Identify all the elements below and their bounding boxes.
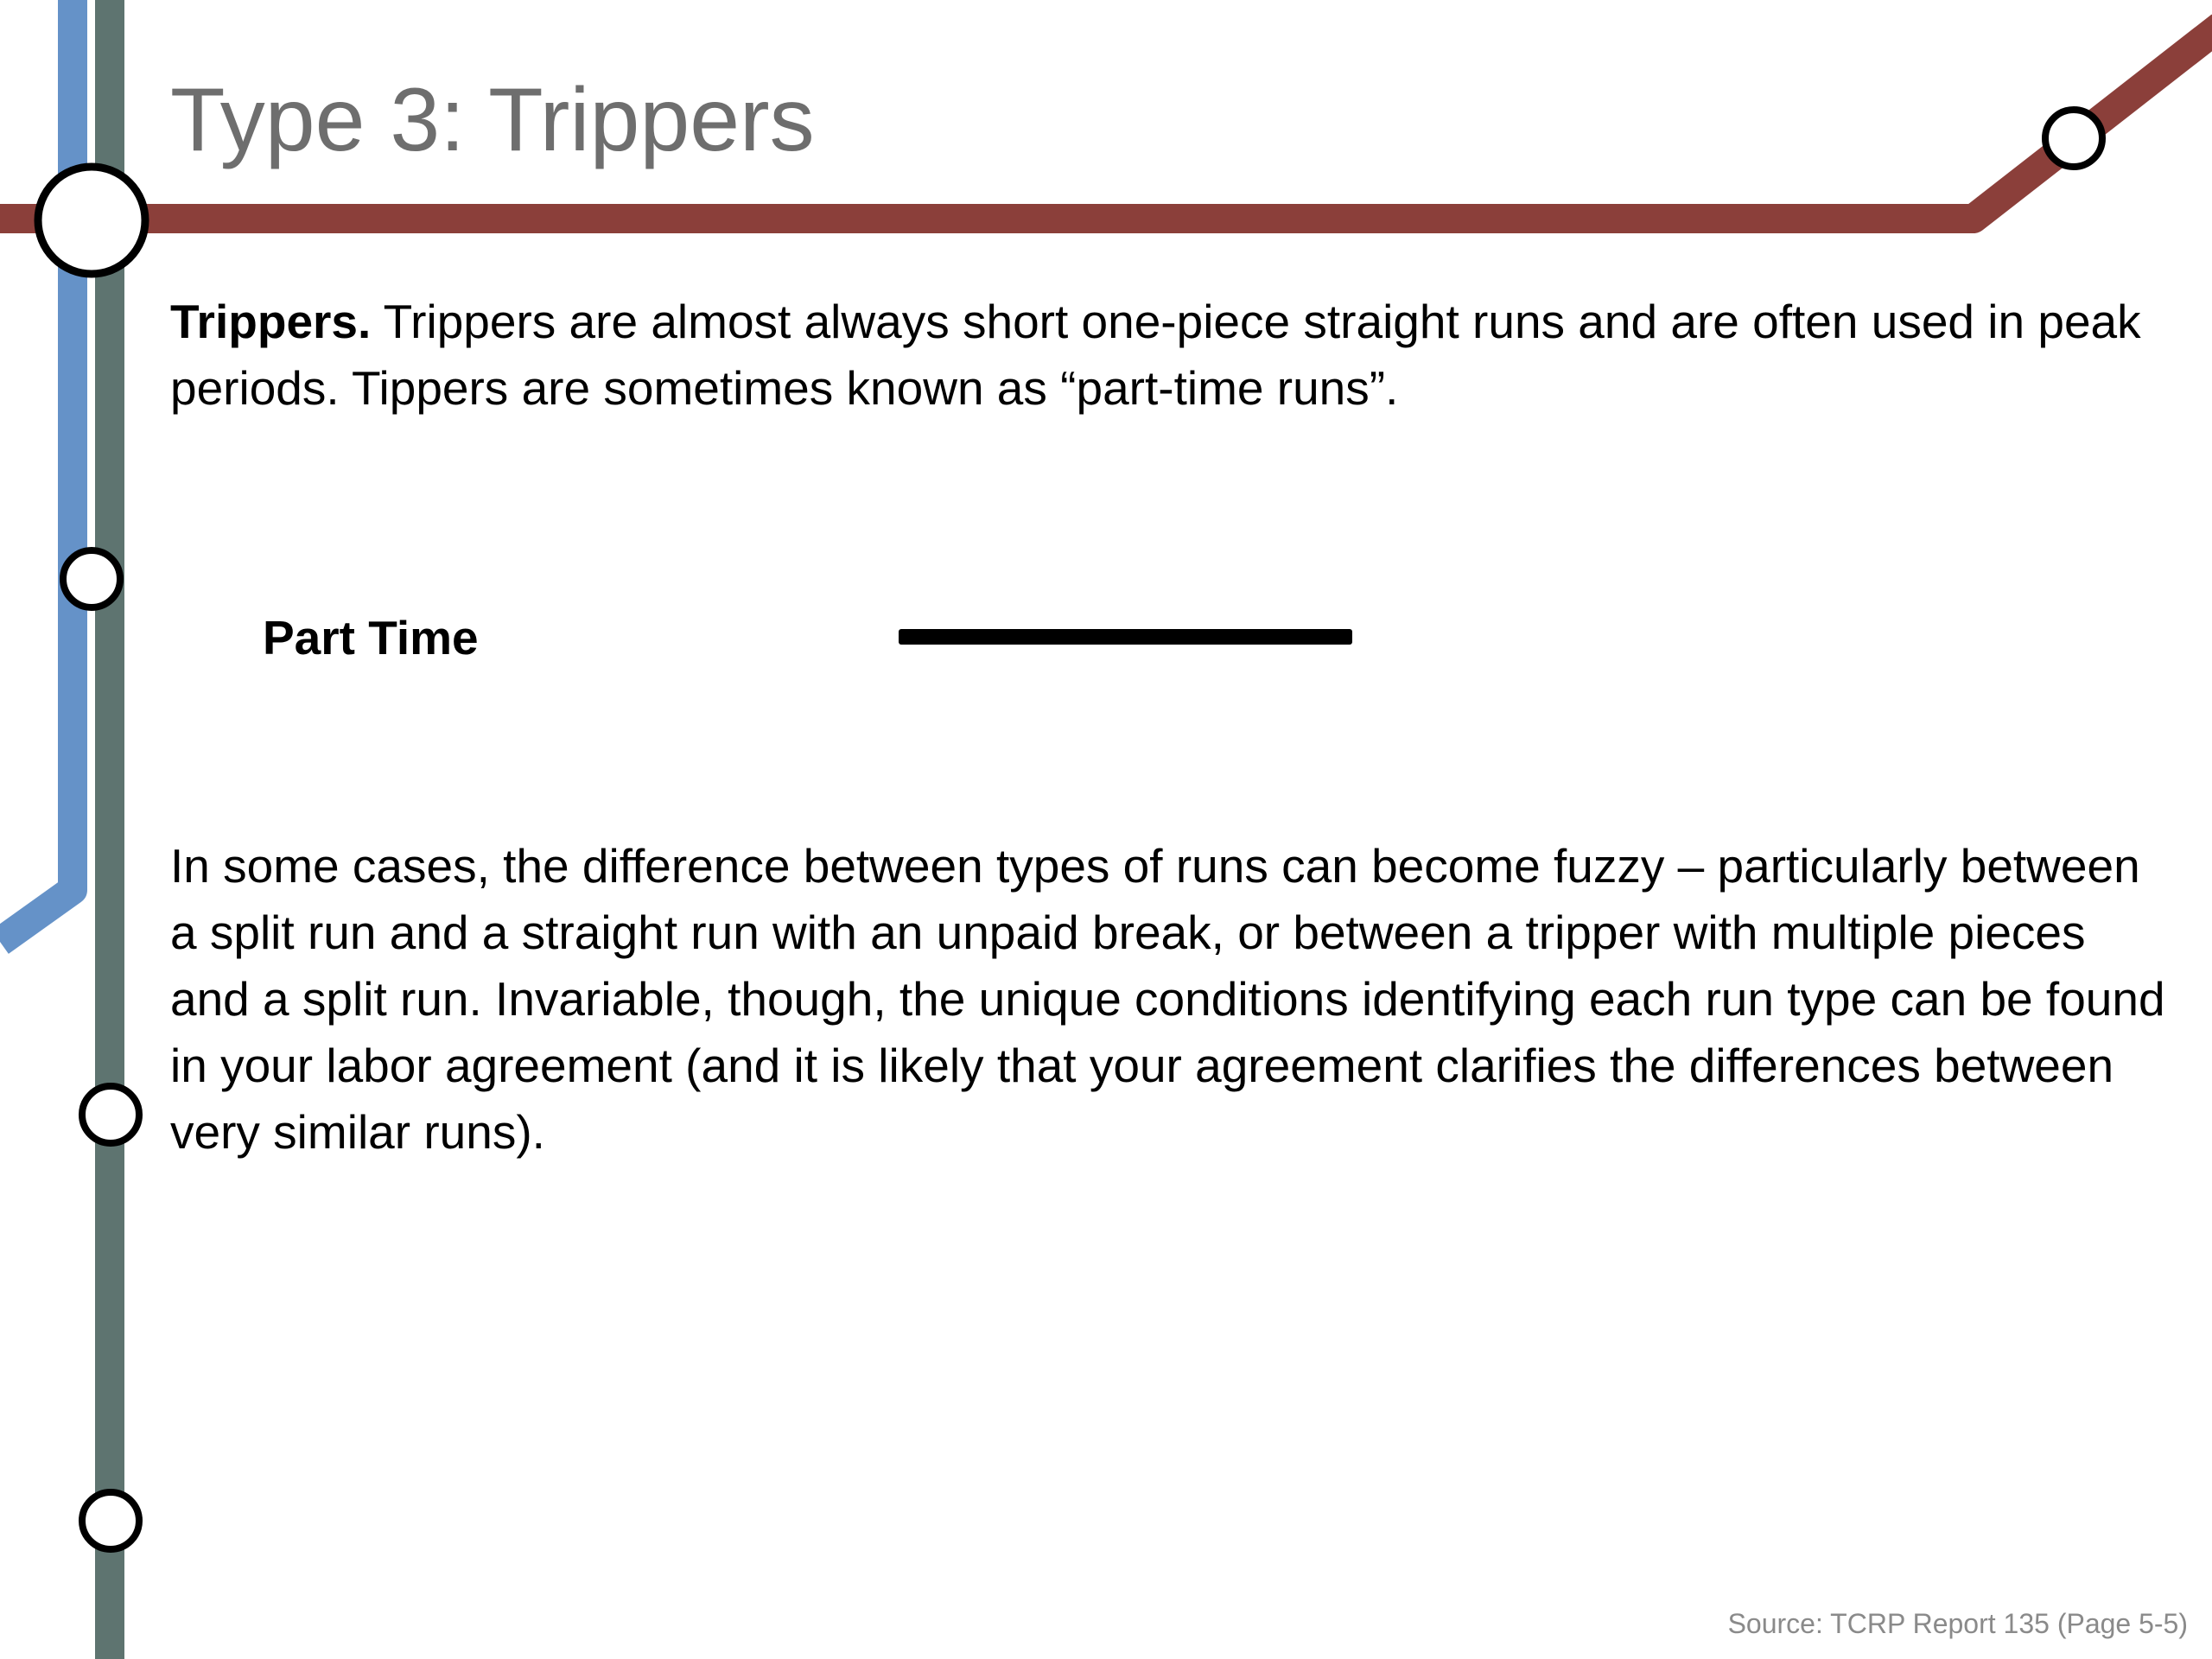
station-icon <box>2045 110 2102 167</box>
intro-text: Trippers are almost always short one-piece straight runs and are often used in peak periods. Tippers are sometimes known as “part-time runs”. <box>170 295 2141 415</box>
station-icon <box>82 1492 139 1549</box>
station-icon <box>63 550 120 607</box>
run-label: Part Time <box>263 611 479 664</box>
station-icon <box>82 1086 139 1143</box>
slide-title: Type 3: Trippers <box>170 70 815 170</box>
run-example <box>263 605 1386 674</box>
body-paragraph: In some cases, the difference between types of runs can become fuzzy – particularly between a split run and a straight run with an unpaid break, or between a tripper with multiple pieces and a split run. Invariable, though, the unique conditions identifying each run type can be found in your labor agreement (and it is likely that your agreement clarifies the differences between very similar runs). <box>170 839 2165 1159</box>
intro-term: Trippers. <box>170 295 372 348</box>
station-icon <box>38 167 145 274</box>
source-citation: Source: TCRP Report 135 (Page 5-5) <box>1727 1608 2188 1639</box>
blue-transit-line <box>0 0 73 942</box>
run-bar <box>899 629 1352 645</box>
intro-paragraph <box>170 289 2158 422</box>
